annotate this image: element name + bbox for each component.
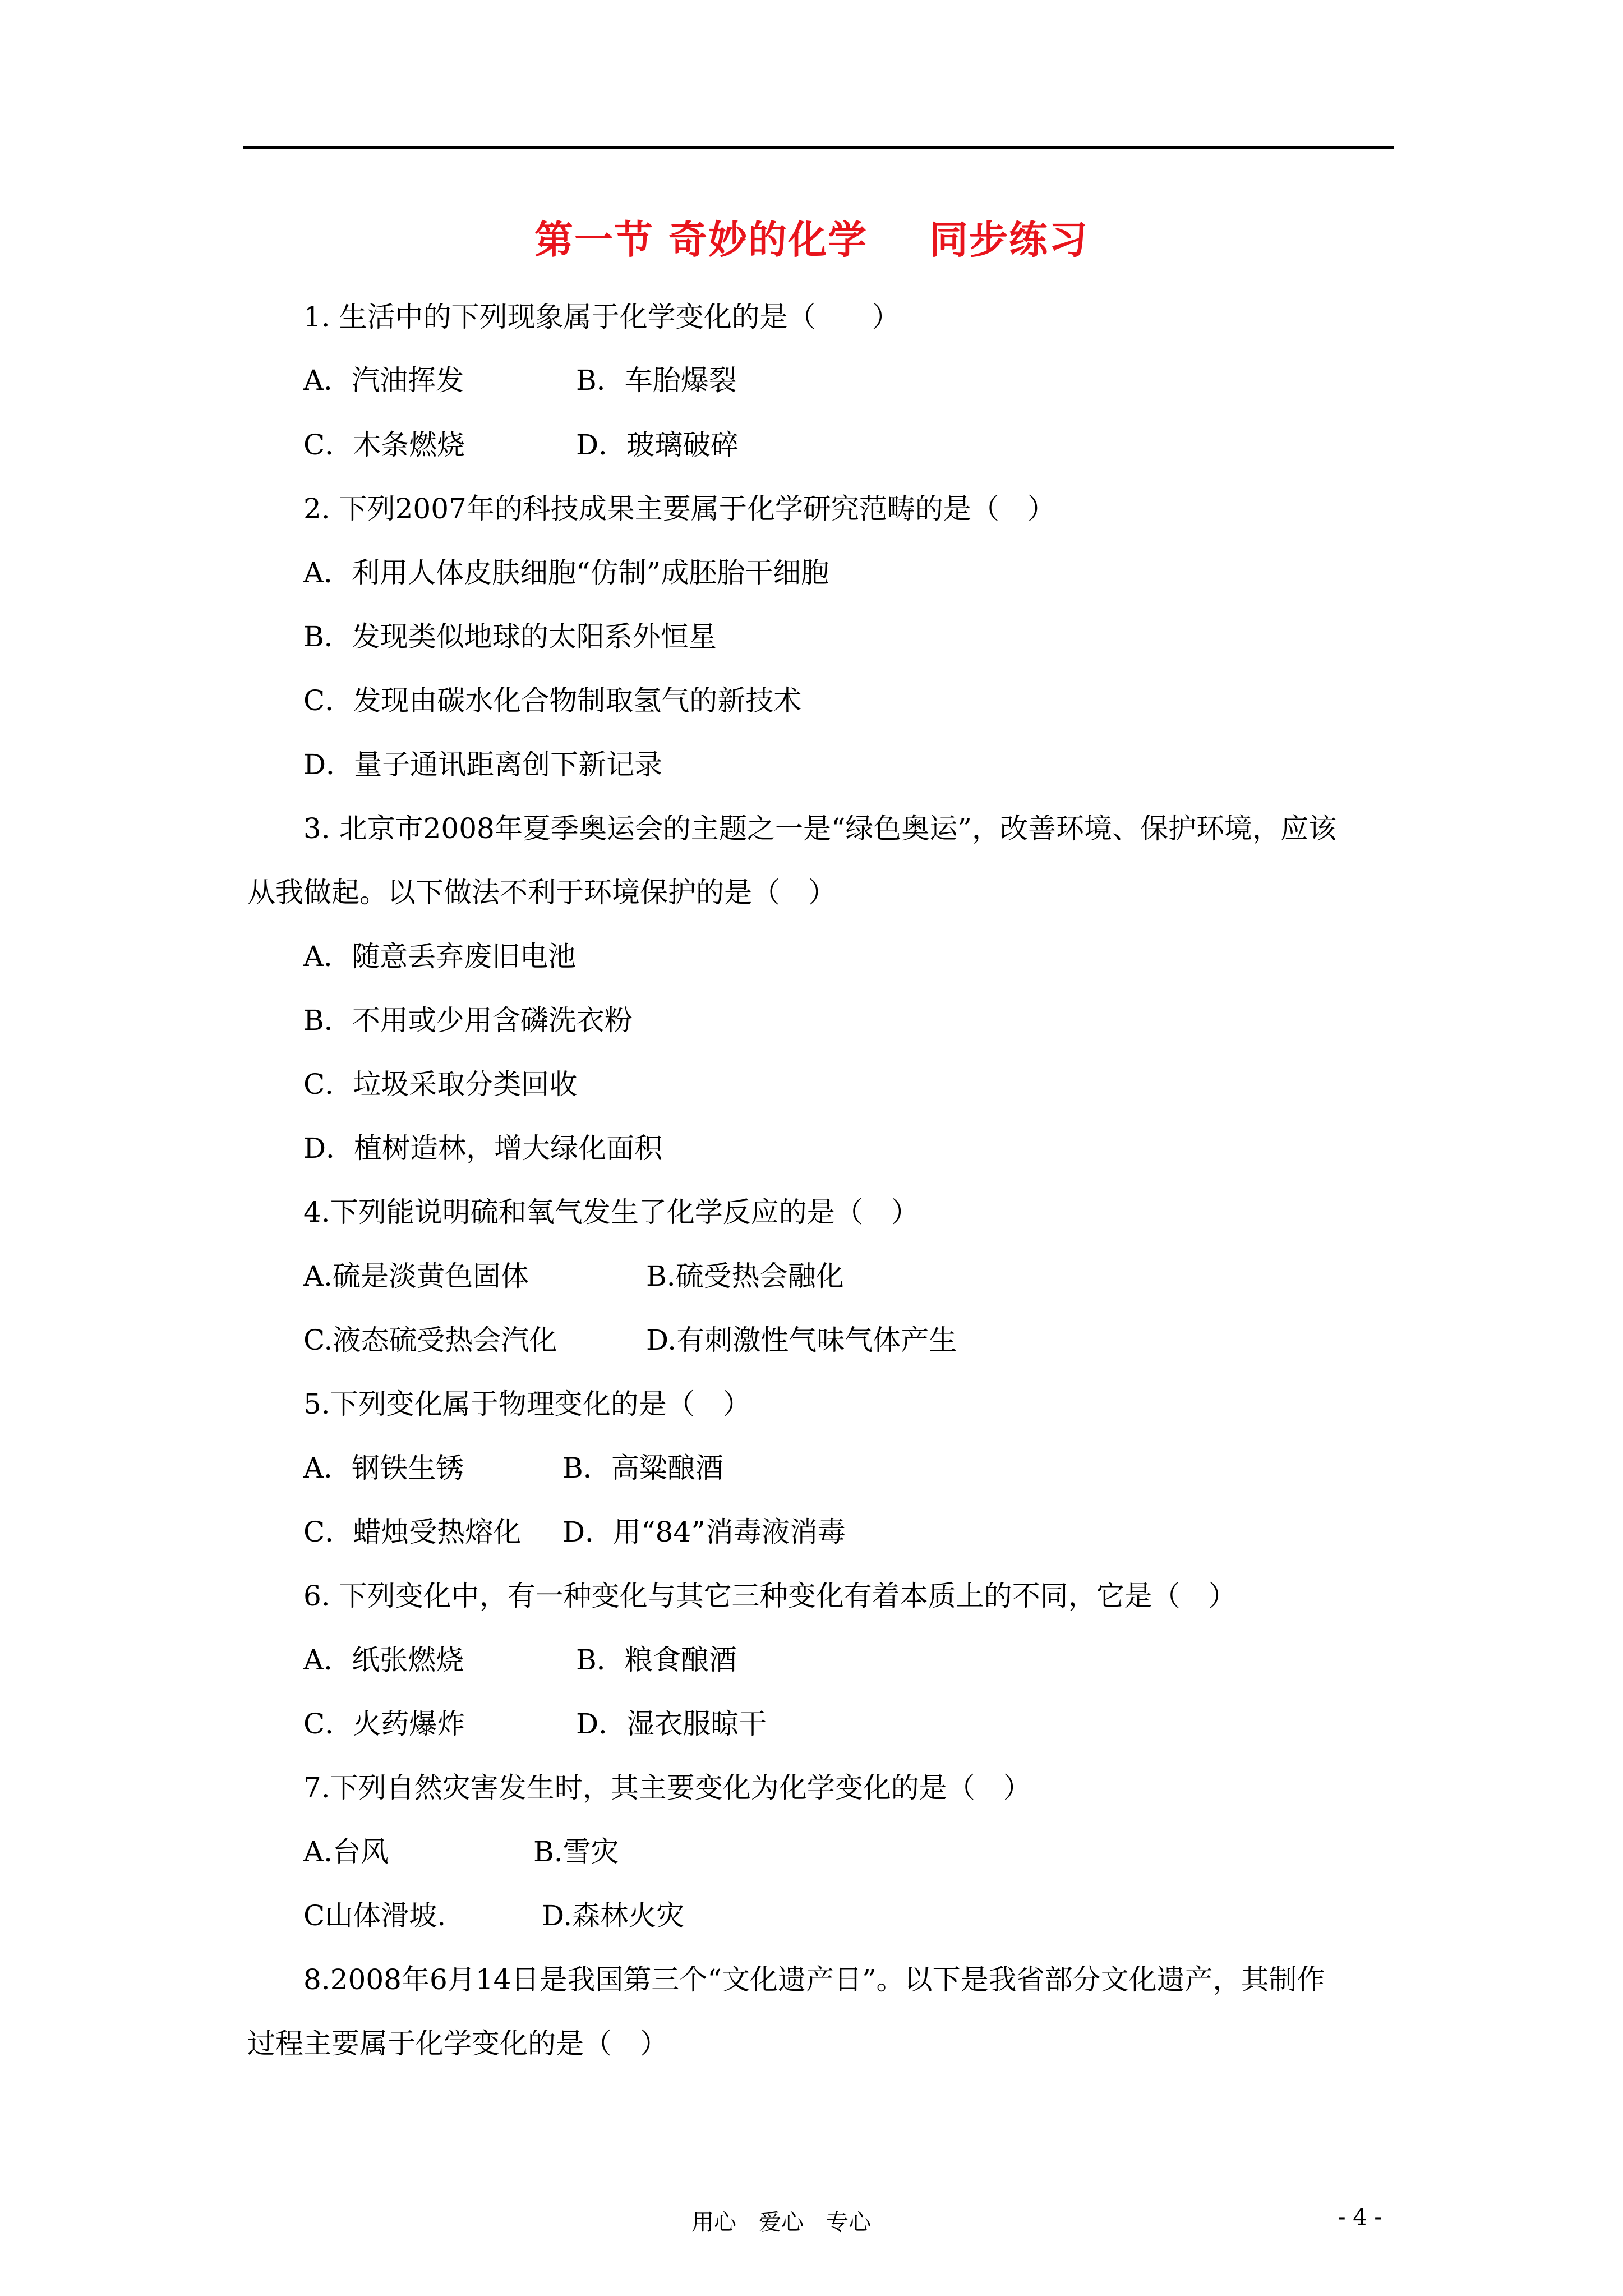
question-4-stem: 4.下列能说明硫和氧气发生了化学反应的是（ ）	[303, 1196, 919, 1228]
question-4-option-a: A.硫是淡黄色固体	[303, 1260, 529, 1292]
question-8-stem-line1: 8.2008年6月14日是我国第三个“文化遗产日”。以下是我省部分文化遗产，其制作	[303, 1963, 1325, 1996]
question-2-option-a: A．利用人体皮肤细胞“仿制”成胚胎干细胞	[303, 556, 829, 589]
question-1-option-a: A．汽油挥发	[303, 364, 464, 397]
question-6-option-b: B．粮食酿酒	[576, 1644, 737, 1676]
page-title	[0, 209, 1623, 264]
question-5-option-c: C．蜡烛受热熔化	[303, 1516, 522, 1548]
question-3-option-b: B．不用或少用含磷洗衣粉	[303, 1004, 633, 1037]
question-8-stem-line2: 过程主要属于化学变化的是（ ）	[247, 2027, 668, 2060]
question-2-option-d: D．量子通讯距离创下新记录	[303, 748, 663, 781]
question-4-option-c: C.液态硫受热会汽化	[303, 1324, 557, 1356]
question-3-option-c: C．垃圾采取分类回收	[303, 1068, 578, 1101]
question-5-stem: 5.下列变化属于物理变化的是（ ）	[303, 1388, 751, 1420]
footer-motto: 用心 爱心 专心	[691, 2210, 871, 2235]
question-1-stem: 1. 生活中的下列现象属于化学变化的是（ ）	[303, 301, 900, 333]
question-3-option-d: D．植树造林，增大绿化面积	[303, 1132, 663, 1165]
question-5-option-b: B．高粱酿酒	[562, 1452, 723, 1484]
question-5-option-a: A．钢铁生锈	[303, 1452, 464, 1484]
question-2-option-b: B．发现类似地球的太阳系外恒星	[303, 620, 717, 653]
question-3-stem-line2: 从我做起。以下做法不利于环境保护的是（ ）	[247, 876, 836, 909]
title-section: 第一节 奇妙的化学	[534, 217, 868, 263]
question-6-option-a: A．纸张燃烧	[303, 1644, 464, 1676]
question-7-option-a: A.台风	[303, 1835, 389, 1868]
header-rule	[243, 146, 1394, 149]
question-7-option-b: B.雪灾	[533, 1835, 619, 1868]
question-7-option-c: C山体滑坡.	[303, 1899, 446, 1932]
question-7-stem: 7.下列自然灾害发生时，其主要变化为化学变化的是（ ）	[303, 1772, 1031, 1804]
page-number: - 4 -	[1338, 2205, 1382, 2230]
question-4-option-b: B.硫受热会融化	[646, 1260, 844, 1292]
question-1-option-c: C．木条燃烧	[303, 429, 465, 461]
question-2-option-c: C．发现由碳水化合物制取氢气的新技术	[303, 684, 802, 717]
question-1-option-b: B．车胎爆裂	[576, 364, 737, 397]
question-6-stem: 6. 下列变化中，有一种变化与其它三种变化有着本质上的不同，它是（ ）	[303, 1580, 1237, 1612]
title-subtitle: 同步练习	[929, 217, 1089, 263]
question-5-option-d: D．用“84”消毒液消毒	[562, 1516, 846, 1548]
question-6-option-c: C．火药爆炸	[303, 1708, 465, 1740]
question-1-option-d: D．玻璃破碎	[576, 429, 739, 461]
question-3-option-a: A．随意丢弃废旧电池	[303, 940, 577, 973]
question-7-option-d: D.森林火灾	[542, 1899, 685, 1932]
question-4-option-d: D.有刺激性气味气体产生	[646, 1324, 957, 1356]
question-6-option-d: D．湿衣服晾干	[576, 1708, 767, 1740]
question-2-stem: 2. 下列2007年的科技成果主要属于化学研究范畴的是（ ）	[303, 493, 1055, 525]
question-3-stem-line1: 3. 北京市2008年夏季奥运会的主题之一是“绿色奥运”，改善环境、保护环境，应该	[303, 812, 1336, 845]
